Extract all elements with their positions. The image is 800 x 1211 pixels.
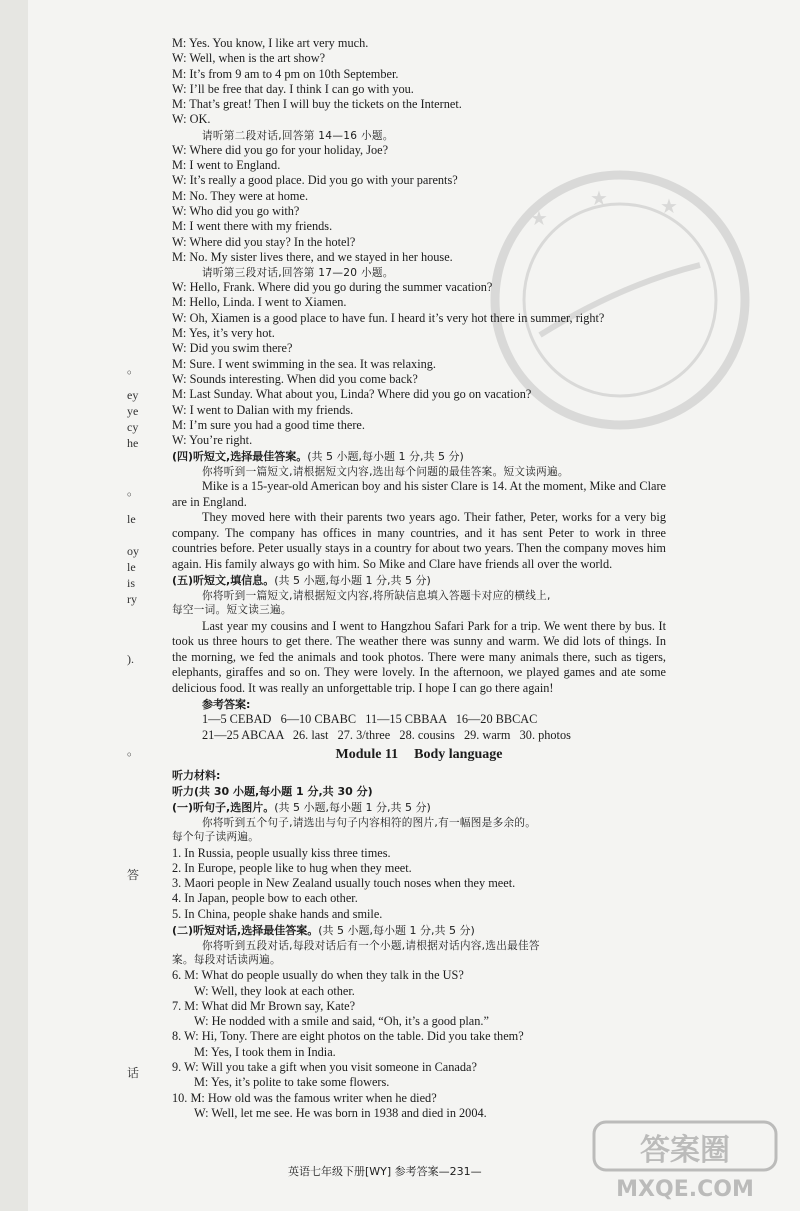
section-title: (五)听短文,填信息。 <box>172 574 275 588</box>
binding-edge <box>0 0 28 1211</box>
margin-note: oy <box>127 544 139 558</box>
dialogue-line: W: Well, let me see. He was born in 1938 and died in 2004. <box>194 1105 487 1120</box>
answer-line: 21—25 ABCAA 26. last 27. 3/three 28. cousins 29. warm 30. photos <box>202 727 571 742</box>
dialogue-line: M: Yes. You know, I like art very much. <box>172 36 369 50</box>
answer-line: 1—5 CEBAD 6—10 CBABC 11—15 CBBAA 16—20 BBCAC <box>202 712 538 727</box>
section-heading <box>172 448 666 464</box>
dialogue-line: W: It’s really a good place. Did you go with your parents? <box>172 173 458 188</box>
dialogue-line: W: You’re right. <box>172 433 253 448</box>
margin-note: 话 <box>127 1066 140 1080</box>
dialogue-line: M: Sure. I went swimming in the sea. It was relaxing. <box>172 356 436 371</box>
dialogue-line: 9. W: Will you take a gift when you visit someone in Canada? <box>172 1060 477 1075</box>
dialogue-line: 6. M: What do people usually do when they talk in the US? <box>172 968 464 983</box>
margin-note: ry <box>127 592 137 606</box>
dialogue-line: 8. W: Hi, Tony. There are eight photos on the table. Did you take them? <box>172 1029 524 1044</box>
svg-text:答案圈: 答案圈 <box>640 1133 730 1168</box>
dialogue-line: W: Oh, Xiamen is a good place to have fun. I heard it’s very hot there in summer, right? <box>172 310 605 325</box>
margin-note: is <box>127 576 136 590</box>
instruction-text: 请听第三段对话,回答第 17—20 小题。 <box>202 267 394 280</box>
module-number: Module 11 <box>335 747 399 763</box>
dialogue-line: W: Where did you go for your holiday, Joe? <box>172 142 389 157</box>
instruction-text: 你将听到五段对话,每段对话后有一个小题,请根据对话内容,选出最佳答 <box>202 940 540 952</box>
module-name: Body language <box>414 747 503 763</box>
instruction-text: 你将听到五个句子,请选出与句子内容相符的图片,有一幅图是多余的。 <box>202 817 537 830</box>
dialogue-line: M: No. They were at home. <box>172 188 309 203</box>
dialogue-line: M: I’m sure you had a good time there. <box>172 417 365 432</box>
dialogue-line: W: Well, when is the art show? <box>172 51 326 66</box>
dialogue-line: M: It’s from 9 am to 4 pm on 10th September. <box>172 66 399 81</box>
dialogue-line: W: Well, they look at each other. <box>194 983 355 998</box>
margin-note: le <box>127 512 136 526</box>
margin-note: 。 <box>127 744 140 758</box>
sentence-item: 5. In China, people shake hands and smile. <box>172 906 383 921</box>
dialogue-line: M: That’s great! Then I will buy the tickets on the Internet. <box>172 97 462 112</box>
instruction-text: 每空一词。短文读三遍。 <box>172 604 292 617</box>
answer-heading: 参考答案: <box>202 698 251 712</box>
section-points: (共 5 小题,每小题 1 分,共 5 分) <box>318 924 475 937</box>
sentence-item: 2. In Europe, people like to hug when they meet. <box>172 860 412 875</box>
instruction-text: 你将听到一篇短文,请根据短文内容,选出每个问题的最佳答案。短文读两遍。 <box>202 466 569 479</box>
section-heading <box>172 799 666 815</box>
sentence-item: 4. In Japan, people bow to each other. <box>172 891 358 906</box>
passage-paragraph: Last year my cousins and I went to Hangzhou Safari Park for a trip. We went there by bus. It took us three hours to get there. The weather there was sunny and warm. We did lots of things. In the morning, we fed the animals and took photos. There were many animals there, such as tigers, elephants, giraffes and so on. They were lovely. In the afternoon, we played games and ate some delicious food. It was really an unforgettable trip. I hope I can go there again! <box>172 618 666 695</box>
dialogue-line: W: Did you swim there? <box>172 341 293 356</box>
dialogue-line: W: I’ll be free that day. I think I can go with you. <box>172 81 414 96</box>
svg-text:MXQE.COM: MXQE.COM <box>616 1177 754 1202</box>
margin-note: ). <box>127 652 134 666</box>
answer-key-content <box>172 36 666 1121</box>
dialogue-line: W: He nodded with a smile and said, “Oh, it’s a good plan.” <box>194 1014 489 1029</box>
passage-paragraph: Mike is a 15-year-old American boy and his sister Clare is 14. At the moment, Mike and Clare are in England. <box>172 479 666 509</box>
dialogue-line: 10. M: How old was the famous writer when he died? <box>172 1090 437 1105</box>
section-points: (共 5 小题,每小题 1 分,共 5 分) <box>274 801 431 815</box>
margin-note: ey <box>127 388 139 402</box>
dialogue-line: M: Yes, it’s very hot. <box>172 326 275 341</box>
dialogue-line: W: Hello, Frank. Where did you go during the summer vacation? <box>172 280 493 295</box>
dialogue-line: W: Where did you stay? In the hotel? <box>172 234 356 249</box>
margin-note: 。 <box>127 362 140 376</box>
dialogue-line: W: Who did you go with? <box>172 203 300 218</box>
section-title: (一)听句子,选图片。 <box>172 801 275 815</box>
instruction-text: 案。每段对话读两遍。 <box>172 954 281 966</box>
margin-note: cy <box>127 420 139 434</box>
materials-heading: 听力材料: <box>172 769 221 783</box>
dialogue-line: M: I went to England. <box>172 158 281 173</box>
svg-text:★: ★ <box>660 196 678 218</box>
margin-note: 答 <box>127 868 140 882</box>
section-heading <box>172 572 666 588</box>
dialogue-line: W: Sounds interesting. When did you come back? <box>172 371 418 386</box>
margin-note: le <box>127 560 136 574</box>
section-title: (二)听短对话,选择最佳答案。 <box>172 924 319 937</box>
dialogue-line: M: Last Sunday. What about you, Linda? Where did you go on vacation? <box>172 387 532 402</box>
instruction-text: 请听第二段对话,回答第 14—16 小题。 <box>202 129 394 142</box>
dialogue-line: M: Yes, it’s polite to take some flowers. <box>194 1075 390 1090</box>
section-points: (共 5 小题,每小题 1 分,共 5 分) <box>307 450 464 464</box>
margin-note: ye <box>127 404 139 418</box>
dialogue-line: W: I went to Dalian with my friends. <box>172 402 354 417</box>
margin-note: 。 <box>127 484 140 498</box>
section-title: (四)听短文,选择最佳答案。 <box>172 450 308 464</box>
sentence-item: 1. In Russia, people usually kiss three times. <box>172 845 391 860</box>
watermark-logo <box>590 1118 780 1202</box>
page-footer: 英语七年级下册[WY] 参考答案—231— <box>288 1165 482 1178</box>
instruction-text: 每个句子读两遍。 <box>172 831 260 844</box>
passage-paragraph: They moved here with their parents two years ago. Their father, Peter, works for a very big company. The company has offices in many countries, and it has sent Peter to work in three countries before. Peter usually stays in a country for about two years. Then the company moves him again. His family always go with him. So Mike and Clare have friends all over the world. <box>172 510 666 571</box>
module-title <box>172 744 666 766</box>
dialogue-line: W: OK. <box>172 112 211 127</box>
dialogue-line: M: I went there with my friends. <box>172 219 333 234</box>
dialogue-line: M: No. My sister lives there, and we stayed in her house. <box>172 249 453 264</box>
listening-heading: 听力(共 30 小题,每小题 1 分,共 30 分) <box>172 785 373 799</box>
section-points: (共 5 小题,每小题 1 分,共 5 分) <box>274 574 431 588</box>
dialogue-line: 7. M: What did Mr Brown say, Kate? <box>172 998 356 1013</box>
section-heading <box>172 922 666 938</box>
svg-text:★: ★ <box>530 208 548 230</box>
instruction-text: 你将听到一篇短文,请根据短文内容,将所缺信息填入答题卡对应的横线上, <box>202 590 551 603</box>
svg-text:★: ★ <box>590 188 608 210</box>
dialogue-line: M: Hello, Linda. I went to Xiamen. <box>172 295 347 310</box>
sentence-item: 3. Maori people in New Zealand usually touch noses when they meet. <box>172 876 516 891</box>
margin-note: he <box>127 436 139 450</box>
dialogue-line: M: Yes, I took them in India. <box>194 1044 336 1059</box>
